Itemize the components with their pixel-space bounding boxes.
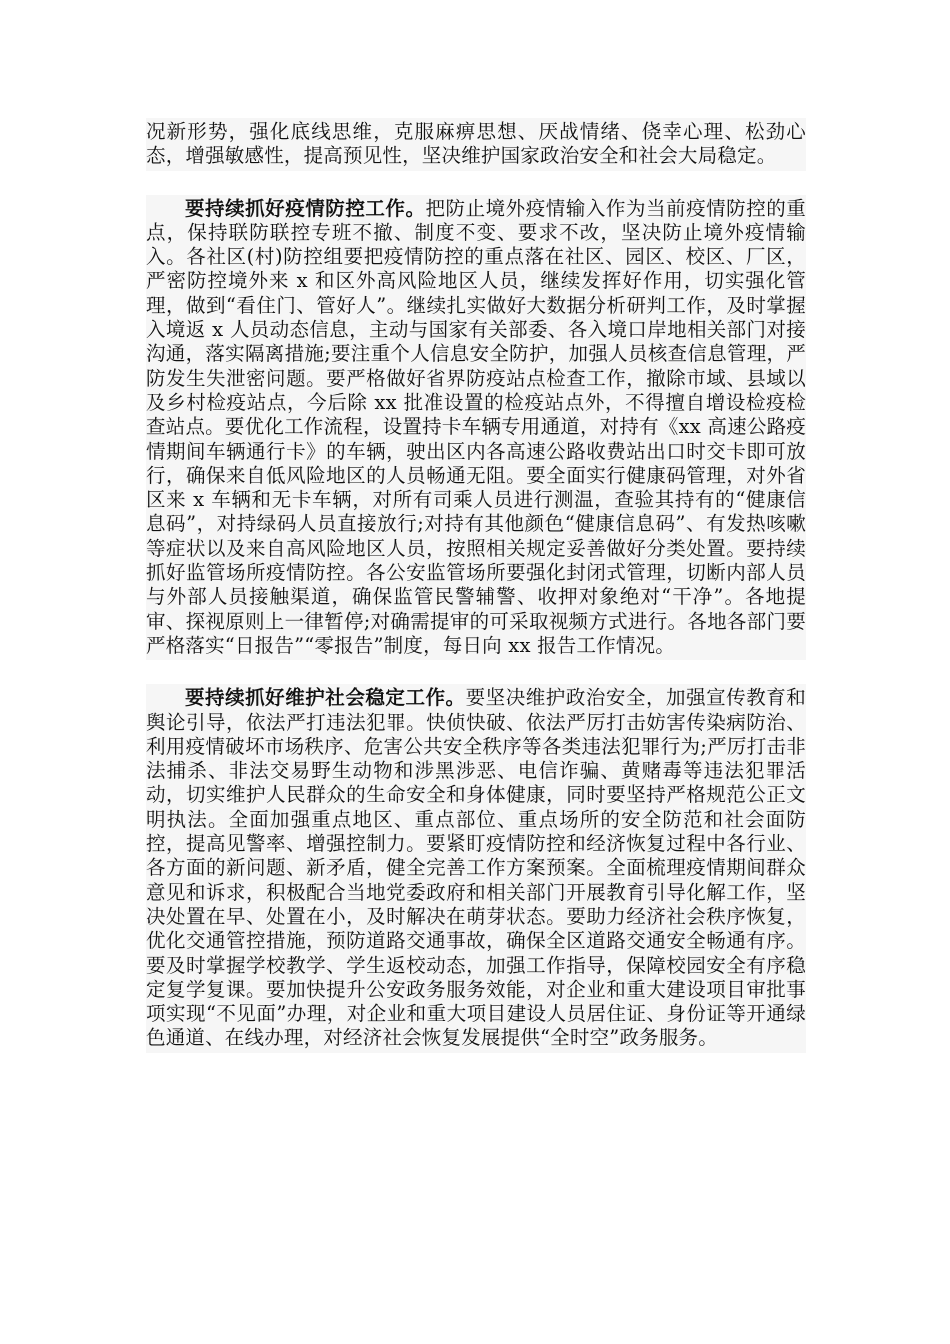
paragraph-text: 把防止境外疫情输入作为当前疫情防控的重点，保持联防联控专班不撤、制度不变、要求不改，坚决防止境外疫情输入。各社区(村)防控组要把疫情防控的重点落在社区、园区、校区、厂区，严密防控境外来 x 和区外高风险地区人员，继续发挥好作用，切实强化管理，做到“看住门、管好人”。继续扎实做好大数据分析研判工作，及时掌握入境返 x 人员动态信息，主动与国家有关部委、各入境口岸地相关部门对接沟通，落实隔离措施;要注重个人信息安全防护，加强人员核查信息管理，严防发生失泄密问题。要严格做好省界防疫站点检查工作，撤除市域、县域以及乡村检疫站点，今后除 xx 批准设置的检疫站点外，不得擅自增设检疫检查站点。要优化工作流程，设置持卡车辆专用通道，对持有《xx 高速公路疫情期间车辆通行卡》的车辆，驶出区内各高速公路收费站出口时交卡即可放行，确保来自低风险地区的人员畅通无阻。要全面实行健康码管理，对外省区来 x 车辆和无卡车辆，对所有司乘人员进行测温，查验其持有的“健康信息码”，对持绿码人员直接放行;对持有其他颜色“健康信息码”、有发热咳嗽等症状以及来自高风险地区人员，按照相关规定妥善做好分类处置。要持续抓好监管场所疫情防控。各公安监管场所要强化封闭式管理，切断内部人员与外部人员接触渠道，确保监管民警辅警、收押对象绝对“干净”。各地提审、探视原则上一律暂停;对确需提审的可采取视频方式进行。各地各部门要严格落实“日报告”“零报告”制度，每日向 xx 报告工作情况。 bbox=[146, 196, 806, 657]
paragraph-spacer bbox=[146, 171, 806, 195]
paragraph-spacer bbox=[146, 660, 806, 684]
paragraph-text: 要坚决维护政治安全，加强宣传教育和舆论引导，依法严打违法犯罪。快侦快破、依法严厉打击妨害传染病防治、利用疫情破坏市场秩序、危害公共安全秩序等各类违法犯罪行为;严厉打击非法捕杀、非法交易野生动物和涉黑涉恶、电信诈骗、黄赌毒等违法犯罪活动，切实维护人民群众的生命安全和身体健康，同时要坚持严格规范公正文明执法。全面加强重点地区、重点部位、重点场所的安全防范和社会面防控，提高见警率、增强控制力。要紧盯疫情防控和经济恢复过程中各行业、各方面的新问题、新矛盾，健全完善工作方案预案。全面梳理疫情期间群众意见和诉求，积极配合当地党委政府和相关部门开展教育引导化解工作，坚决处置在早、处置在小，及时解决在萌芽状态。要助力经济社会秩序恢复，优化交通管控措施，预防道路交通事故，确保全区道路交通安全畅通有序。要及时掌握学校教学、学生返校动态，加强工作指导，保障校园安全有序稳定复学复课。要加快提升公安政务服务效能，对企业和重大建设项目审批事项实现“不见面”办理，对企业和重大项目建设人员居住证、身份证等开通绿色通道、在线办理，对经济社会恢复发展提供“全时空”政务服务。 bbox=[146, 686, 806, 1050]
paragraph-epidemic-control bbox=[146, 195, 806, 661]
paragraph-heading: 要持续抓好维护社会稳定工作。 bbox=[185, 686, 466, 710]
paragraph-heading: 要持续抓好疫情防控工作。 bbox=[185, 196, 426, 220]
document-body bbox=[146, 118, 806, 1053]
paragraph-text: 况新形势，强化底线思维，克服麻痹思想、厌战情绪、侥幸心理、松劲心态，增强敏感性，提高预见性，坚决维护国家政治安全和社会大局稳定。 bbox=[146, 120, 806, 168]
paragraph-social-stability bbox=[146, 684, 806, 1052]
paragraph-continuation bbox=[146, 118, 806, 171]
